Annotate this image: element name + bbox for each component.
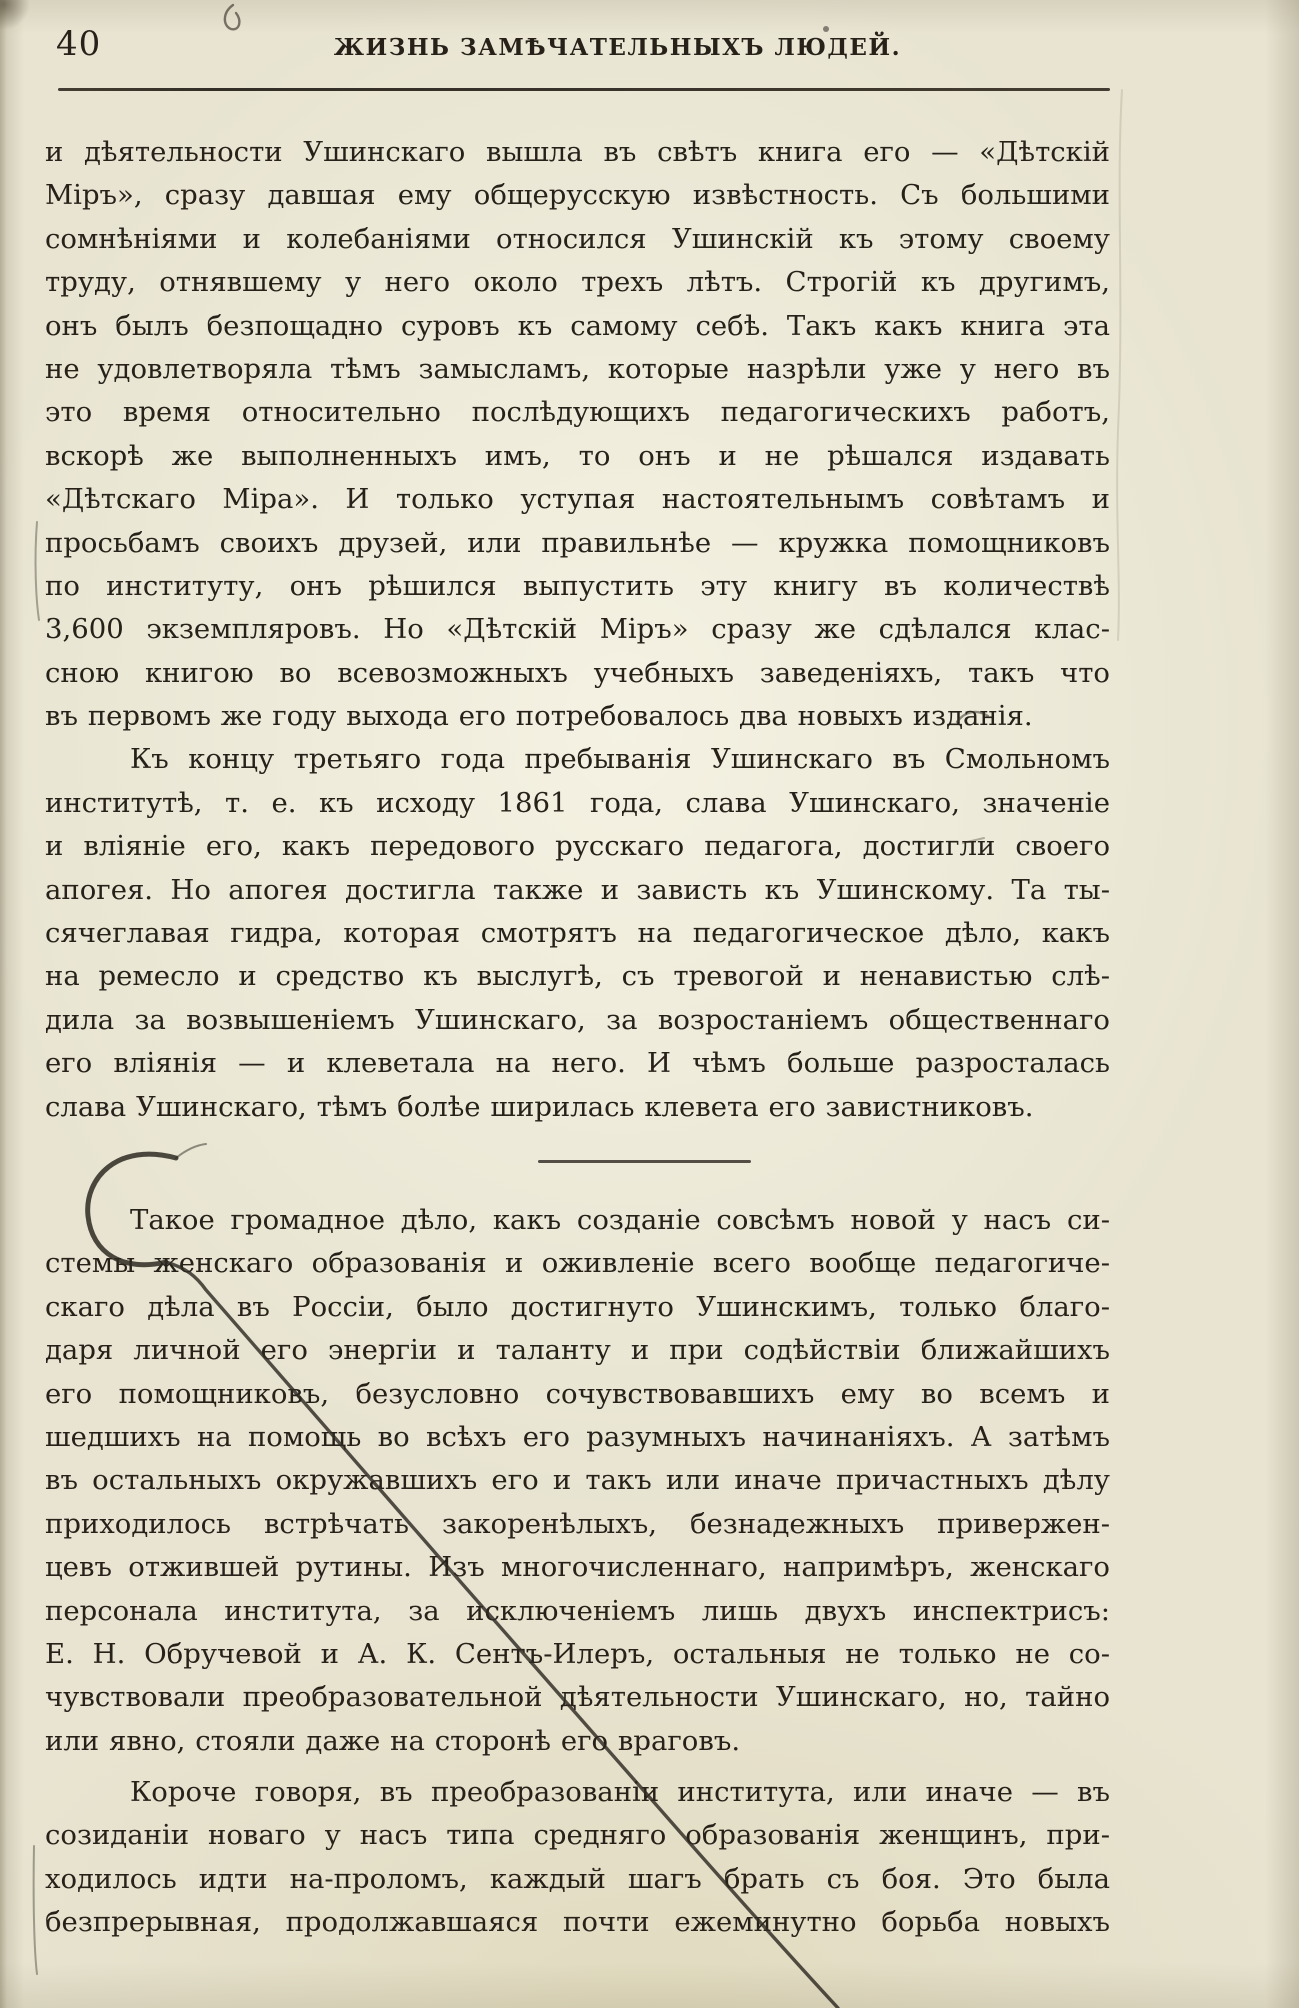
text-line: 3,600 экземпляровъ. Но «Дѣтскій Міръ» сразу же сдѣлался клас- (45, 613, 1110, 646)
text-line: Къ концу третьяго года пребыванія Ушинскаго въ Смольномъ (130, 743, 1110, 776)
page-number: 40 (56, 24, 102, 64)
text-line: безпрерывная, продолжавшаяся почти ежеминутно борьба новыхъ (45, 1906, 1110, 1939)
paragraph (45, 1199, 1110, 1763)
text-line: сною книгою во всевозможныхъ учебныхъ заведеніяхъ, такъ что (45, 656, 1110, 689)
text-line: шедшихъ на помощь во всѣхъ его разумныхъ начинаніяхъ. А затѣмъ (45, 1420, 1110, 1453)
text-line: Е. Н. Обручевой и А. К. Сентъ-Илеръ, остальныя не только не со- (45, 1637, 1110, 1670)
text-line: приходилось встрѣчать закоренѣлыхъ, безнадежныхъ привержен- (45, 1507, 1110, 1540)
text-line: дила за возвышеніемъ Ушинскаго, за возростаніемъ общественнаго (45, 1003, 1110, 1036)
text-line: созиданіи новаго у насъ типа средняго образованія женщинъ, при- (45, 1819, 1110, 1852)
text-line: «Дѣтскаго Міра». И только уступая настоятельнымъ совѣтамъ и (45, 483, 1110, 516)
paragraph (45, 1771, 1110, 1945)
page-text (45, 131, 1110, 1945)
margin-stroke-left-lower (34, 1846, 37, 1974)
text-line: цевъ отжившей рутины. Изъ многочисленнаго, напримѣръ, женскаго (45, 1551, 1110, 1584)
ink-dot (823, 26, 829, 32)
text-line: его помощниковъ, безусловно сочувствовавшихъ ему во всемъ и (45, 1377, 1110, 1410)
text-line: и дѣятельности Ушинскаго вышла въ свѣтъ книга его — «Дѣтскій (45, 136, 1110, 168)
running-title: ЖИЗНЬ ЗАМѢЧАТЕЛЬНЫХЪ ЛЮДЕЙ. (333, 34, 902, 61)
text-line: стемы женскаго образованія и оживленіе всего вообще педагогиче- (45, 1247, 1110, 1280)
text-line: это время относительно послѣдующихъ педагогическихъ работъ, (45, 396, 1110, 429)
text-line: на ремесло и средство къ выслугѣ, съ тревогой и ненавистью слѣ- (45, 960, 1110, 993)
section-divider-rule (538, 1160, 751, 1163)
text-line: сомнѣніями и колебаніями относился Ушинскій къ этому своему (45, 222, 1110, 255)
text-line: слава Ушинскаго, тѣмъ болѣе ширилась клевета его завистниковъ. (45, 1090, 1034, 1123)
text-line: просьбамъ своихъ друзей, или правильнѣе — кружка помощниковъ (45, 526, 1110, 559)
paper-crease (1117, 90, 1122, 640)
text-line: сячеглавая гидра, которая смотрятъ на педагогическое дѣло, какъ (45, 917, 1110, 950)
text-line: ходилось идти на-проломъ, каждый шагъ брать съ боя. Это была (45, 1862, 1110, 1895)
text-line: чувствовали преобразовательной дѣятельности Ушинскаго, но, тайно (45, 1681, 1110, 1714)
text-line: Такое громадное дѣло, какъ созданіе совсѣмъ новой у насъ си- (130, 1203, 1110, 1236)
text-line: по институту, онъ рѣшился выпустить эту книгу въ количествѣ (45, 569, 1110, 602)
text-line: или явно, стояли даже на сторонѣ его враговъ. (45, 1724, 741, 1757)
text-line: въ первомъ же году выхода его потребовалось два новыхъ изданія. (45, 700, 1033, 733)
text-line: персонала института, за исключеніемъ лишь двухъ инспектрисъ: (45, 1594, 1110, 1627)
text-line: въ остальныхъ окружавшихъ его и такъ или иначе причастныхъ дѣлу (45, 1464, 1110, 1497)
text-line: не удовлетворяла тѣмъ замысламъ, которые назрѣли уже у него въ (45, 352, 1110, 385)
section-break (45, 1129, 1110, 1199)
paragraph (45, 738, 1110, 1129)
paragraph (45, 131, 1110, 738)
pen-squiggle-top (225, 5, 240, 29)
text-line: скаго дѣла въ Россіи, было достигнуто Ушинскимъ, только благо- (45, 1290, 1110, 1323)
text-line: Короче говоря, въ преобразованіи института, или иначе — въ (130, 1776, 1110, 1809)
text-line: его вліянія — и клеветала на него. И чѣмъ больше разросталась (45, 1047, 1110, 1080)
margin-stroke-left-upper (36, 522, 39, 620)
text-line: апогея. Но апогея достигла также и зависть къ Ушинскому. Та ты- (45, 873, 1110, 906)
text-line: онъ былъ безпощадно суровъ къ самому себѣ. Такъ какъ книга эта (45, 309, 1110, 342)
text-line: даря личной его энергіи и таланту и при содѣйствіи ближайшихъ (45, 1334, 1110, 1367)
header-rule (58, 88, 1110, 91)
text-line: и вліяніе его, какъ передового русскаго педагога, достигли своего (45, 830, 1110, 863)
text-line: Міръ», сразу давшая ему общерусскую извѣстность. Съ большими (45, 179, 1110, 212)
text-line: труду, отнявшему у него около трехъ лѣтъ. Строгій къ другимъ, (45, 266, 1110, 299)
text-line: вскорѣ же выполненныхъ имъ, то онъ и не рѣшался издавать (45, 439, 1110, 472)
text-line: институтѣ, т. е. къ исходу 1861 года, слава Ушинскаго, значеніе (45, 786, 1110, 819)
